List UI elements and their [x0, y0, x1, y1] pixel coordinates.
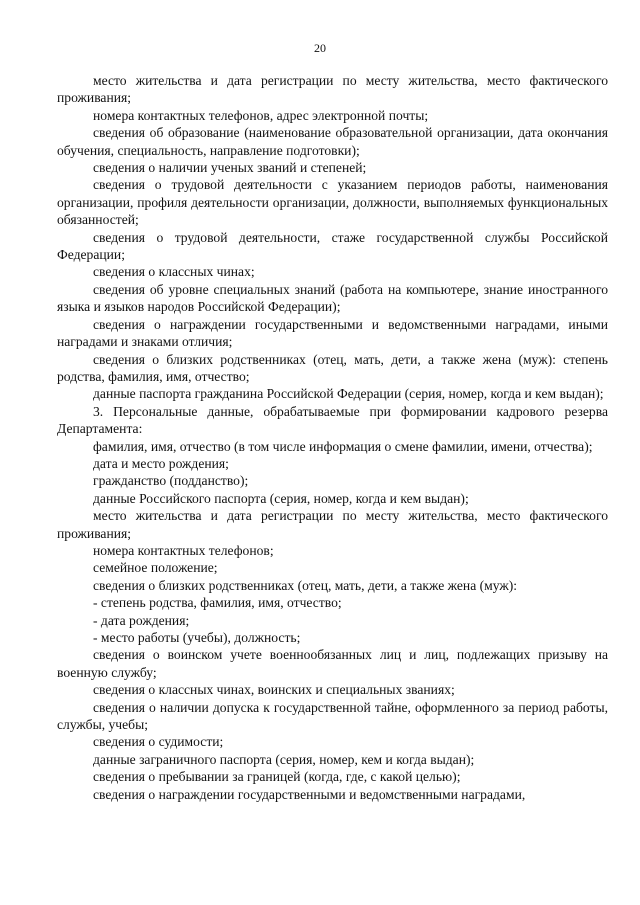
paragraph: сведения о наличии допуска к государственной тайне, оформленного за период работы, службы, учебы;: [57, 699, 608, 733]
paragraph: данные паспорта гражданина Российской Федерации (серия, номер, когда и кем выдан);: [93, 386, 604, 402]
paragraph: семейное положение;: [93, 560, 218, 576]
paragraph: номера контактных телефонов;: [93, 542, 274, 558]
list-item: - степень родства, фамилия, имя, отчество;: [93, 595, 342, 611]
paragraph: сведения о близких родственниках (отец, мать, дети, а также жена (муж): степень родства, фамилия, имя, отчество;: [57, 351, 608, 384]
paragraph: сведения о пребывании за границей (когда, где, с какой целью);: [93, 769, 461, 785]
page-number: 20: [314, 41, 326, 55]
section-heading: 3. Персональные данные, обрабатываемые при формировании кадрового резерва Департамента:: [57, 403, 608, 437]
paragraph: сведения о награждении государственными и ведомственными наградами,: [93, 786, 526, 802]
paragraph: сведения об уровне специальных знаний (работа на компьютере, знание иностранного языка и языков народов Российской Федерации);: [57, 281, 608, 315]
list-item: - дата рождения;: [93, 612, 190, 628]
list-item: - место работы (учебы), должность;: [93, 630, 301, 645]
paragraph: данные Российского паспорта (серия, номер, когда и кем выдан);: [93, 490, 469, 506]
body-text: [57, 72, 608, 803]
paragraph: сведения о воинском учете военнообязанных лиц и лиц, подлежащих призыву на военную службу;: [57, 647, 608, 680]
paragraph: номера контактных телефонов, адрес электронной почты;: [93, 107, 429, 123]
paragraph: сведения об образование (наименование образовательной организации, дата окончания обучения, специальность, направление подготовки);: [57, 125, 608, 158]
paragraph: сведения о классных чинах, воинских и специальных званиях;: [93, 682, 455, 698]
paragraph: данные заграничного паспорта (серия, номер, кем и когда выдан);: [93, 751, 475, 767]
paragraph: место жительства и дата регистрации по месту жительства, место фактического проживания;: [57, 73, 608, 106]
paragraph: фамилия, имя, отчество (в том числе информация о смене фамилии, имени, отчества);: [93, 438, 593, 454]
paragraph: гражданство (подданство);: [93, 473, 249, 489]
paragraph: дата и место рождения;: [93, 455, 229, 471]
paragraph: сведения о близких родственниках (отец, мать, дети, а также жена (муж):: [93, 577, 518, 593]
paragraph: сведения о классных чинах;: [93, 264, 255, 280]
paragraph: сведения о награждении государственными и ведомственными наградами, иными наградами и знаками отличия;: [57, 316, 608, 350]
paragraph: сведения о трудовой деятельности, стаже государственной службы Российской Федерации;: [57, 229, 608, 263]
paragraph: сведения о наличии ученых званий и степеней;: [93, 160, 367, 176]
paragraph: место жительства и дата регистрации по месту жительства, место фактического проживания;: [57, 508, 608, 541]
paragraph: сведения о судимости;: [93, 734, 224, 750]
paragraph: сведения о трудовой деятельности с указанием периодов работы, наименования организации, профиля деятельности организации, должности, выполняемых функциональных обязанностей;: [57, 177, 608, 228]
